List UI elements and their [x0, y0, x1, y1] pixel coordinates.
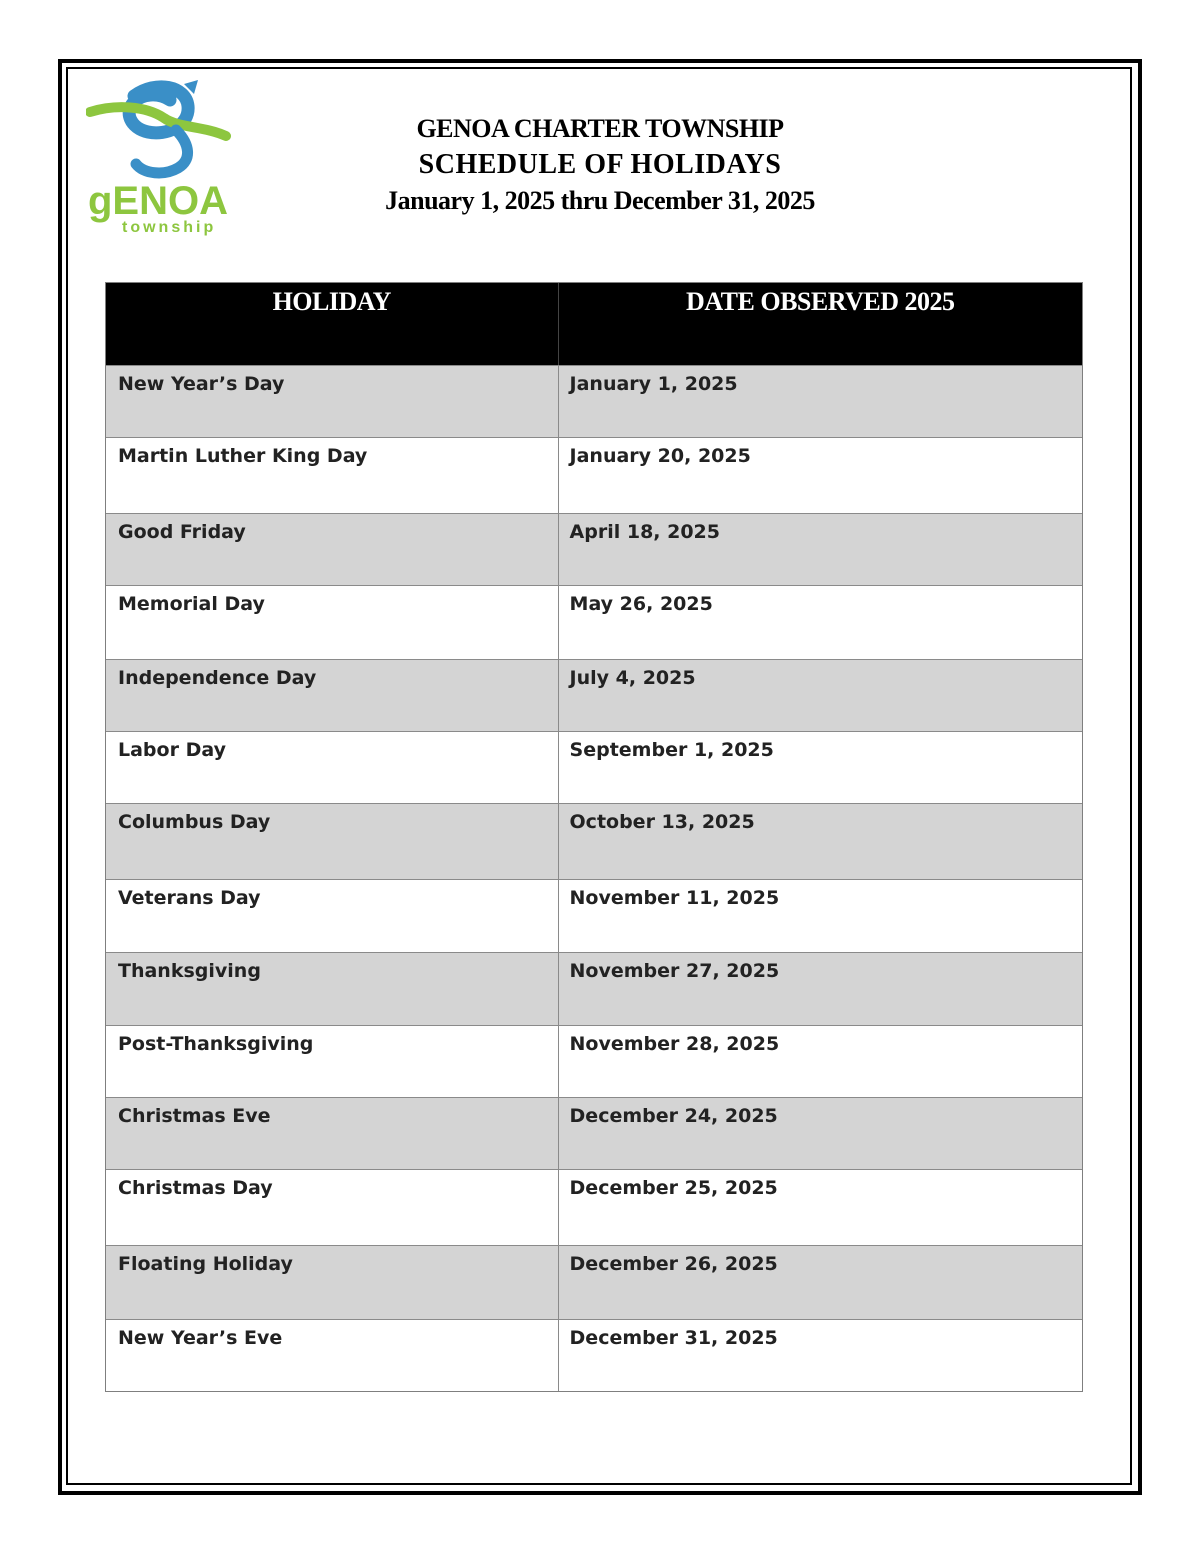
table-row	[106, 1319, 1082, 1391]
holiday-date: November 11, 2025	[569, 887, 780, 909]
document-header	[300, 112, 900, 218]
holiday-name: Columbus Day	[106, 804, 559, 879]
document-title: SCHEDULE OF HOLIDAYS	[418, 149, 782, 180]
holiday-name: New Year’s Day	[106, 366, 559, 437]
table-row	[106, 1097, 1082, 1169]
column-header-date: DATE OBSERVED 2025	[686, 287, 955, 316]
holiday-date: September 1, 2025	[569, 739, 774, 761]
table-row	[106, 731, 1082, 803]
holiday-name: Floating Holiday	[106, 1246, 559, 1319]
holiday-name: Labor Day	[106, 732, 559, 803]
holiday-name: Martin Luther King Day	[106, 438, 559, 513]
holiday-date: October 13, 2025	[569, 811, 755, 833]
holiday-name: Christmas Day	[106, 1170, 559, 1245]
table-row	[106, 1169, 1082, 1245]
organization-name: GENOA CHARTER TOWNSHIP	[416, 114, 784, 143]
holiday-date: May 26, 2025	[569, 593, 713, 615]
holiday-date: July 4, 2025	[569, 667, 696, 689]
table-row	[106, 585, 1082, 659]
table-row	[106, 1025, 1082, 1097]
holiday-name: New Year’s Eve	[106, 1320, 559, 1391]
holiday-name: Good Friday	[106, 514, 559, 585]
table-row	[106, 1245, 1082, 1319]
holiday-name: Post-Thanksgiving	[106, 1026, 559, 1097]
table-row	[106, 879, 1082, 952]
genoa-logo-icon	[86, 78, 236, 238]
holiday-date: December 24, 2025	[569, 1105, 778, 1127]
holiday-date: December 25, 2025	[569, 1177, 778, 1199]
table-header	[106, 283, 1082, 365]
svg-text:township: township	[122, 219, 217, 236]
table-row	[106, 659, 1082, 731]
holiday-date: April 18, 2025	[569, 521, 721, 543]
holiday-name: Independence Day	[106, 660, 559, 731]
column-header-holiday: HOLIDAY	[106, 283, 559, 365]
table-row	[106, 437, 1082, 513]
table-row	[106, 365, 1082, 437]
holiday-date: December 31, 2025	[569, 1327, 778, 1349]
holiday-table	[105, 282, 1083, 1392]
holiday-date: November 27, 2025	[569, 960, 780, 982]
holiday-name: Christmas Eve	[106, 1098, 559, 1169]
holiday-name: Veterans Day	[106, 880, 559, 952]
table-row	[106, 952, 1082, 1025]
holiday-date: December 26, 2025	[569, 1253, 778, 1275]
holiday-name: Thanksgiving	[106, 953, 559, 1025]
holiday-date: January 1, 2025	[569, 373, 738, 395]
svg-text:gENOA: gENOA	[88, 179, 228, 223]
holiday-date: January 20, 2025	[569, 445, 751, 467]
table-row	[106, 803, 1082, 879]
holiday-date: November 28, 2025	[569, 1033, 780, 1055]
holiday-name: Memorial Day	[106, 586, 559, 659]
date-range: January 1, 2025 thru December 31, 2025	[385, 186, 815, 215]
genoa-township-logo	[86, 78, 236, 238]
table-row	[106, 513, 1082, 585]
